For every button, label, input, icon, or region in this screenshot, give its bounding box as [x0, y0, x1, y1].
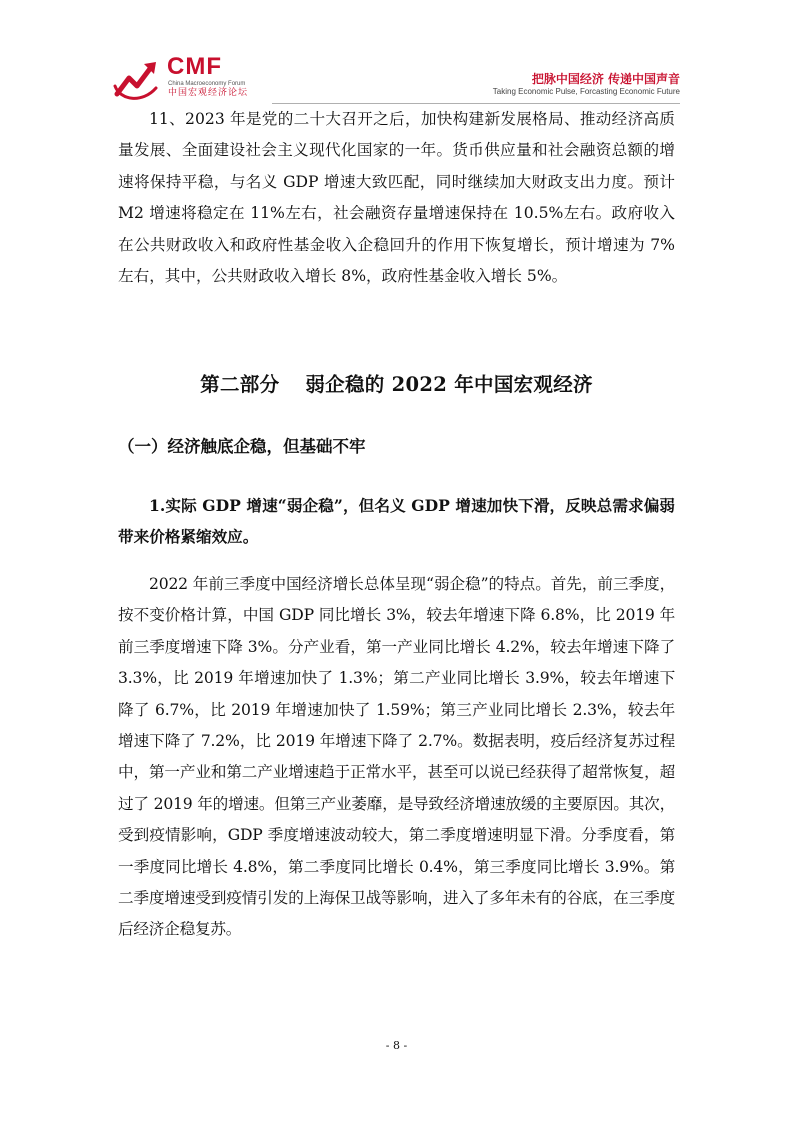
section-title-text: 弱企稳的 2022 年中国宏观经济 [305, 373, 593, 396]
page-header [112, 54, 680, 104]
section-title-part: 第二部分 [200, 373, 280, 396]
cmf-logo-icon [112, 56, 164, 102]
slogan-english: Taking Economic Pulse, Forcasting Economic Future [492, 87, 680, 96]
paragraph-2022-economy: 2022 年前三季度中国经济增长总体呈现“弱企稳”的特点。首先，前三季度，按不变价格计算，中国 GDP 同比增长 3%，较去年增速下降 6.8%，比 2019 年前三季度增速下降 3%。分产业看，第一产业同比增长 4.2%，较去年增速下降了 3.3%，比 2019 年增速加快了 1.3%；第二产业同比增长 3.9%，较去年增速下降了 6.7%，比 2019 年增速加快了 1.59%；第三产业同比增长 2.3%，较去年增速下降了 7.2%，比 2019 年增速下降了 2.7%。数据表明，疫后经济复苏过程中，第一产业和第二产业增速趋于正常水平，甚至可以说已经获得了超常恢复，超过了 2019 年的增速。但第三产业萎靡，是导致经济增速放缓的主要原因。其次，受到疫情影响，GDP 季度增速波动较大，第二季度增速明显下滑。分季度看，第一季度同比增长 4.8%，第二季度同比增长 0.4%，第三季度同比增长 3.9%。第二季度增速受到疫情引发的上海保卫战等影响，进入了多年未有的谷底，在三季度后经济企稳复苏。 [118, 575, 675, 939]
paragraph-item-11: 11、2023 年是党的二十大召开之后，加快构建新发展格局、推动经济高质量发展、全面建设社会主义现代化国家的一年。货币供应量和社会融资总额的增速将保持平稳，与名义 GDP 增速大致匹配，同时继续加大财政支出力度。预计 M2 增速将稳定在 11%左右，社会融资存量增速保持在 10.5%左右。政府收入在公共财政收入和政府性基金收入企稳回升的作用下恢复增长，预计增速为 7%左右，其中，公共财政收入增长 8%，政府性基金收入增长 5%。 [118, 110, 675, 286]
subsection-heading: （一）经济触底企稳，但基础不牢 [118, 437, 366, 456]
section-title [0, 370, 793, 400]
header-slogan [493, 72, 680, 97]
slogan-chinese: 把脉中国经济 传递中国声音 [531, 72, 680, 86]
logo-chinese-name: 中国宏观经济论坛 [168, 88, 249, 98]
logo-english-name: China Macroeconomy Forum [168, 81, 246, 87]
logo-abbreviation: CMF [167, 53, 222, 80]
page-number: - 8 - [385, 1039, 408, 1052]
point-heading: 1.实际 GDP 增速“弱企稳”，但名义 GDP 增速加快下滑，反映总需求偏弱带来价格紧缩效应。 [118, 496, 675, 546]
cmf-logo [112, 54, 262, 102]
